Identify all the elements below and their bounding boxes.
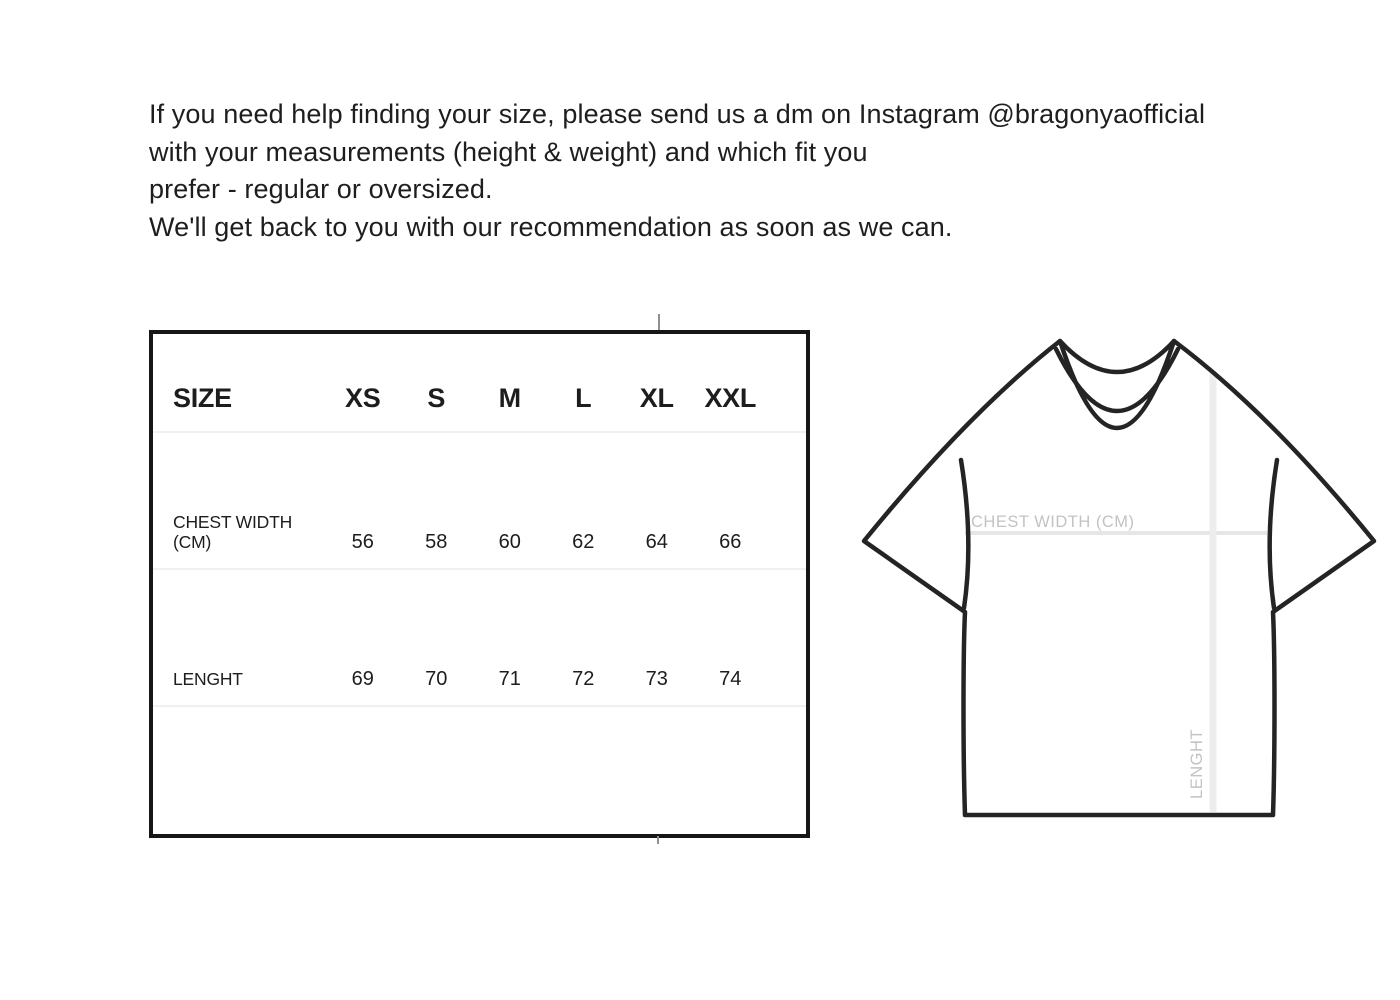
- length-m: 71: [498, 668, 521, 690]
- chest-width-m: 60: [498, 531, 521, 553]
- row-label-length: LENGHT: [173, 669, 243, 689]
- intro-line-4: We'll get back to you with our recommendation as soon as we can.: [149, 211, 953, 242]
- chest-width-xl: 64: [645, 531, 668, 553]
- column-header-m: M: [498, 383, 521, 413]
- column-header-size: SIZE: [173, 383, 232, 413]
- length-xl: 73: [645, 668, 668, 690]
- chest-width-s: 58: [425, 531, 448, 553]
- column-header-l: L: [575, 383, 592, 413]
- table-empty-row: [153, 705, 806, 834]
- length-s: 70: [425, 668, 448, 690]
- tshirt-diagram: [850, 325, 1390, 825]
- registration-tick-bottom: [657, 836, 659, 844]
- table-row-length: [153, 568, 806, 705]
- row-label-chest-width: CHEST WIDTH (CM): [173, 512, 293, 552]
- intro-line-2: with your measurements (height & weight) and which fit you: [149, 136, 868, 167]
- table-header-row: [153, 334, 806, 431]
- chest-width-xxl: 66: [719, 531, 742, 553]
- intro-line-1: If you need help finding your size, please send us a dm on Instagram @bragonyaofficial: [149, 99, 1206, 129]
- chest-width-l: 62: [572, 531, 595, 553]
- column-header-xxl: XXL: [704, 383, 757, 413]
- column-header-xs: XS: [345, 383, 381, 413]
- collar-inner-arc: [1060, 341, 1174, 372]
- column-header-s: S: [427, 383, 446, 413]
- intro-line-3: prefer - regular or oversized.: [149, 174, 493, 204]
- size-chart-table: [149, 330, 810, 838]
- length-xxl: 74: [719, 668, 742, 690]
- intro-text: [149, 96, 1329, 246]
- table-row-chest-width: [153, 431, 806, 568]
- chest-guide-label: CHEST WIDTH (CM): [971, 513, 1135, 531]
- length-xs: 69: [351, 668, 374, 690]
- length-guide-label: LENGHT: [1188, 729, 1206, 799]
- chest-width-xs: 56: [351, 531, 374, 553]
- registration-tick-top: [658, 314, 660, 330]
- length-l: 72: [572, 668, 595, 690]
- column-header-xl: XL: [639, 383, 674, 413]
